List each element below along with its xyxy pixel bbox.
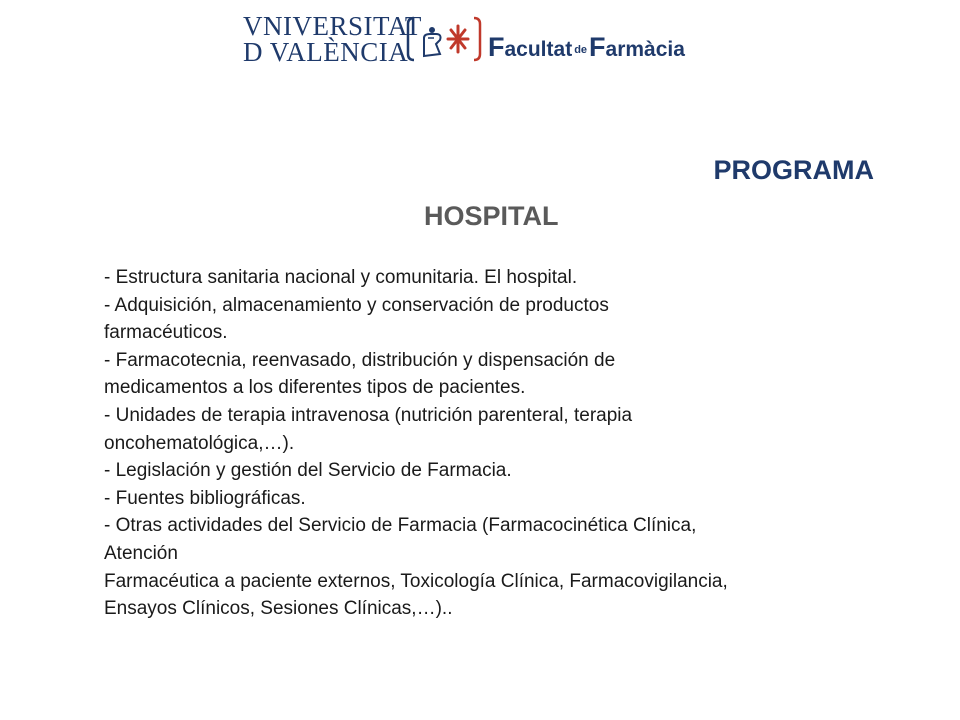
content-line: farmacéuticos. — [104, 322, 228, 344]
content-line: - Fuentes bibliográficas. — [104, 487, 306, 509]
content-line: - Estructura sanitaria nacional y comunitaria. El hospital. — [104, 267, 578, 288]
faculty-name — [488, 32, 685, 64]
faculty-name-connector: de — [574, 44, 588, 56]
content-line: oncohematológica,…). — [104, 432, 295, 454]
content-line: - Unidades de terapia intravenosa (nutrición parenteral, terapia — [104, 404, 633, 426]
content-line: medicamentos a los diferentes tipos de pacientes. — [104, 377, 526, 399]
content-line: Atención — [104, 542, 178, 564]
university-logo — [243, 11, 422, 68]
section-label: PROGRAMA — [713, 155, 874, 185]
faculty-name-part-2: armàcia — [605, 38, 685, 61]
faculty-name-cap-2: F — [589, 32, 606, 62]
content-line: Ensayos Clínicos, Sesiones Clínicas,…).. — [104, 598, 453, 620]
content-line: - Otras actividades del Servicio de Farmacia (Farmacocinética Clínica, — [104, 515, 697, 537]
faculty-emblem-icon — [406, 14, 482, 64]
content-line: - Adquisición, almacenamiento y conservación de productos — [104, 294, 609, 316]
content-line: - Farmacotecnia, reenvasado, distribución y dispensación de — [104, 349, 616, 371]
university-name-line1: VNIVERSITAT — [243, 11, 422, 41]
header-logo — [243, 12, 713, 68]
university-name-line2: D VALÈNCIA — [243, 37, 409, 67]
program-content — [104, 264, 894, 623]
slide-title: HOSPITAL — [424, 201, 559, 231]
faculty-name-part-1: acultat — [504, 38, 573, 61]
content-line: - Legislación y gestión del Servicio de Farmacia. — [104, 460, 512, 482]
faculty-name-cap-1: F — [488, 32, 505, 62]
content-line: Farmacéutica a paciente externos, Toxicología Clínica, Farmacovigilancia, — [104, 570, 728, 592]
